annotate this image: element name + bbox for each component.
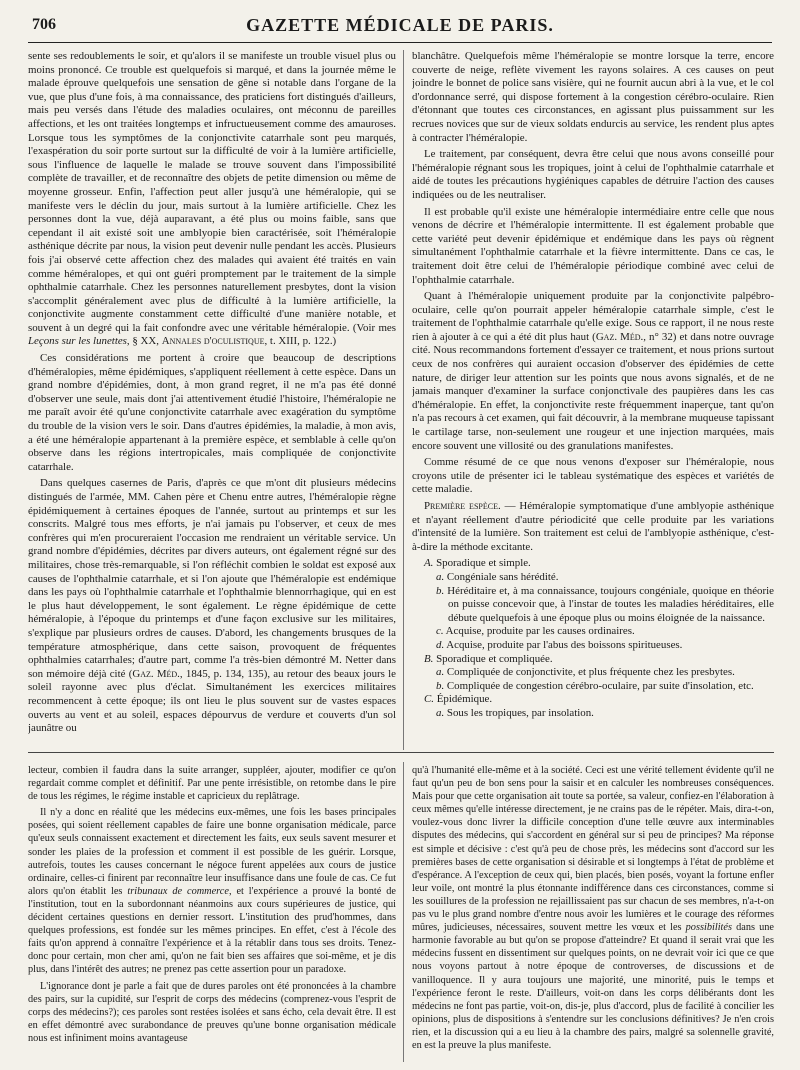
paragraph: sente ses redoublements le soir, et qu'alors il se manifeste un trouble visuel plus ou moins prononcé. Ce trouble est quelquefois si marqué, et dans la journée même le malade éprouve quelquefois une sensation de gêne si notable dans l'organe de la vue, que plus d'une fois, à ma connaissance, des praticiens fort distingués d'ailleurs, mais peu versés dans l'étude des maladies oculaires, ont méconnu de pareilles affections, et les ont traitées longtemps et infructueusement comme des amauroses. Lorsque tous les symptômes de la conjonctivite catarrhale sont peu marqués, l'exaspération du soir porte surtout sur la difficulté de voir à la lumière artificielle, sous l'influence de laquelle le malade se trouve souvent dans l'impossibilité complète de travailler, et de reconnaître des objets de petite dimension ou même de moyenne grosseur. Enfin, l'affection peut aller jusqu'à une héméralopie, qui se manifeste vers le déclin du jour, mais surtout à la lumière artificielle. Chez les personnes dont la vue, déjà auparavant, a été plus ou moins faible, sans que cependant il ait existé soit une amblyopie bien caractérisée, soit l'héméralopie asthénique décrite par nous, la vision peut devenir nulle pendant les accès. Plusieurs fois j'ai observé cette affection chez des malades qui avaient été traités en vain comme héméralopes, et qui ont guéri promptement par le traitement de la simple ophthalmie catarrhale. Chez les personnes naturellement presbytes, dont la vision s'accomplit généralement avec plus de difficulté à la lumière artificielle, la conjonctivite augmente constamment cette difficulté d'une manière notable, et souvent à un degré qui la fait confondre avec une véritable héméralopie. (Voir mes Leçons sur les lunettes, § XX, Annales d'oculistique, t. XIII, p. 122.) [28, 50, 396, 348]
item-text: Sporadique et compliquée. [433, 652, 553, 665]
item-text: Sous les tropiques, par insolation. [444, 706, 594, 719]
paragraph: lecteur, combien il faudra dans la suite arranger, suppléer, ajouter, modifier ce qu'on regardait comme complet et définitif. Par une pente irrésistible, on retombe dans le pire de tous les régimes, le régime instable et capricieux du replâtrage. [28, 765, 396, 803]
paragraph: Il n'y a donc en réalité que les médecins eux-mêmes, une fois les bases principales posées, qui soient réellement capables de faire une bonne organisation médicale, parce qu'eux seuls connaissent exactement et directement les faits, eux seuls savent mesurer et sonder les plaies de la profession et comment il est possible de les guérir. Lorsque, autrefois, toutes les causes concernant le négoce furent appelées aux cours de justice ordinaire, celles-ci finirent par reconnaître leur insuffisance dans une foule de cas. Ce fut alors qu'on établit les tribunaux de commerce, et l'expérience a prouvé la bonté de l'institution, tout en la subordonnant néanmoins aux cours supérieures de justice, qui décident certaines questions en dernier ressort. L'institution des prud'hommes, dans quelques professions, est fondée sur les mêmes principes. En effet, c'est à l'école des faits qu'on apprend à connaître l'expérience et à la rétablir dans tous ses droits. Tenez-donc pour certain, mon cher ami, qu'on ne fait bien ses affaires que soi-même, et je dis plus, dans l'intérêt des autres; ne prenez pas cette assertion pour un paradoxe. [28, 807, 396, 976]
classification-item [424, 639, 774, 653]
classification-item [412, 653, 774, 667]
item-key: b. [436, 679, 445, 692]
classification-list [412, 557, 774, 720]
classification-item [424, 666, 774, 680]
item-key: b. [436, 584, 445, 597]
classification-item [412, 557, 774, 571]
item-text: Congéniale sans hérédité. [444, 570, 559, 583]
section-lead: Première espèce. [424, 500, 501, 512]
paragraph: Comme résumé de ce que nous venons d'exposer sur l'héméralopie, nous croyons utile de présenter ici le tableau systématique des espèces et variétés de cette maladie. [412, 456, 774, 496]
journal-title: GAZETTE MÉDICALE DE PARIS. [246, 15, 554, 35]
page-header [28, 14, 772, 43]
paragraph: blanchâtre. Quelquefois même l'héméralopie se montre lorsque la terre, encore couverte de neige, reflète vivement les rayons solaires. A ces causes on peut joindre le bonnet de police sans visière, qui ne fournit aucun abri à la vue, et le col d'ordonnance serré, qui dispose fortement à la congestion cérébro-oculaire. Rien d'étonnant que toutes ces circonstances, en agissant plus puissamment sur les recrues novices que sur de vieux soldats endurcis au service, les rendent plus aptes à contracter l'héméralopie. [412, 50, 774, 144]
item-text: Héréditaire et, à ma connaissance, toujours congéniale, quoique en théorie on puisse concevoir que, à l'instar de toutes les maladies héréditaires, elle débute quelquefois à une époque plus ou moins éloignée de la naissance. [444, 584, 774, 624]
paragraph: qu'à l'humanité elle-même et à la société. Ceci est une vérité tellement évidente qu'il ne faut qu'un peu de bon sens pour la saisir et en calculer les nombreuses conséquences. Mais pour que cette organisation ait toute sa portée, sa valeur, confiez-en l'élaboration à ceux mêmes qu'elle intéresse directement, je ne crains pas de le répéter. Mais, dira-t-on, voulez-vous donc livrer la difficile conception d'une telle œuvre aux interminables disputes des médecins, qui s'accordent en général sur si peu de principes? Ma réponse est simple et décisive : c'est qu'à peu de chose près, les médecins sont d'accord sur les premières bases de cette organisation si désirable et si longtemps à l'état de problème et d'espérance. A l'exception de ceux qui, bien placés, bien posés, voyant la fortune enfler leur voile, ont montré la plus étonnante indifférence dans ces circonstances, comme si les souillures de la profession ne rejaillissaient pas sur chacun de ses membres, n'a-t-on pas vu le plus grand nombre d'entre nous avoir les lumières et le courage des réformes mûres, judicieuses, nécessaires, souvent mettre les vœux et les possibilités dans une harmonie favorable au but qu'on se propose d'atteindre? Et quand il serait vrai que les médecins fussent en dissentiment sur quelques points, on ne devrait voir ici que ce que nous voyons partout à notre époque de controverses, de discussions et de vanilloquence. Il y aura toujours une majorité, une minorité, puis le temps et l'expérience feront le reste. D'ailleurs, voit-on dans les corps délibérants dont les médecins ne font pas partie, voit-on, dis-je, plus d'accord, plus de facilité à concilier les opinions, plus de dispositions à s'entendre sur les conclusions définitives? Je n'en crois rien, et la discussion qui a eu lieu à la chambre des pairs, malgré sa solennelle gravité, en est la preuve la plus manifeste. [412, 765, 774, 1051]
classification-item [412, 693, 774, 707]
column-divider [403, 50, 404, 750]
top-left-column [28, 50, 396, 745]
column-divider [403, 762, 404, 1062]
item-text: Compliquée de congestion cérébro-oculaire, par suite d'insolation, etc. [444, 679, 754, 692]
item-key: c. [436, 625, 444, 638]
item-text: Compliquée de conjonctivite, et plus fréquente chez les presbytes. [444, 666, 735, 679]
bottom-right-column [412, 764, 774, 1060]
reference-journal: Gaz. Méd. [132, 667, 180, 680]
item-key: a. [436, 706, 445, 719]
item-key: a. [436, 666, 445, 679]
reference-journal: Annales d'oculistique [161, 335, 265, 348]
paragraph: Le traitement, par conséquent, devra être celui que nous avons conseillé pour l'héméralopie régnant sous les tropiques, joint à celui de l'ophthalmie catarrhale et aidé de toutes les précautions hygiéniques capables de détruire l'action des causes indiquées ou de les neutraliser. [412, 148, 774, 201]
item-key: d. [436, 638, 445, 651]
item-text: Acquise, produite par les causes ordinaires. [443, 625, 635, 638]
reference-journal: Gaz. Méd. [595, 330, 644, 343]
classification-item [424, 680, 774, 694]
item-key: B. [424, 652, 434, 665]
paragraph: Il est probable qu'il existe une héméralopie intermédiaire entre celle que nous venons de décrire et l'héméralopie intermittente. Il est également probable que cette variété peut devenir épidémique et endémique dans les pays où règnent simultanément l'ophthalmie catarrhale et la fièvre intermittente. Dans ce cas, le traitement doit être celui de l'héméralopie périodique combiné avec celui de l'ophthalmie catarrhale. [412, 205, 774, 286]
italic-term: possibilités [685, 922, 732, 934]
item-text: Épidémique. [434, 693, 493, 706]
item-text: Acquise, produite par l'abus des boissons spiritueuses. [444, 638, 683, 651]
paragraph: Dans quelques casernes de Paris, d'après ce que m'ont dit plusieurs médecins distingués de l'armée, MM. Cahen père et Chenu entre autres, l'héméralopie règne épidémiquement à certaines époques de l'année, surtout au printemps et sur les conscrits. Malgré tous mes efforts, je n'ai jamais pu l'observer, et ceux de mes confrères qui m'en procureraient l'occasion me rendraient un véritable service. Un grand nombre d'épidémies, décrites par divers auteurs, ont également régné sur des militaires, chose très-remarquable, si l'on réfléchit combien le soldat est exposé aux causes de l'ophthalmie catarrhale, et si l'on ajoute que l'héméralopie est endémique dans les pays où l'ophthalmie catarrhale et l'ophthalmie blennorrhagique, qui en est le plus haut développement, le sont également. Le règne épidémique de cette héméralopie, à l'époque du printemps et d'une façon exclusive sur les militaires, s'explique par plusieurs ordres de causes. D'abord, les changements brusques de la température atmosphérique, dans cette saison, provoquent de fréquentes ophthalmies catarrhales; d'autre part, comme l'a très-bien démontré M. Netter dans son mémoire déjà cité (Gaz. Méd., 1845, p. 134, 135), au retour des beaux jours le soleil rayonne avec plus d'éclat. Simultanément les exercices militaires recommencent à cette époque; ils ont lieu le plus souvent sur de vastes espaces ouverts au vent et au soleil, espaces dépourvus de verdure et couverts d'un sol jaunâtre ou [28, 477, 396, 735]
paragraph: L'ignorance dont je parle a fait que de dures paroles ont été prononcées à la chambre des pairs, sur la cupidité, sur l'esprit de corps des médecins (comprenez-vous l'esprit de corps des médecins?); ces paroles sont restées isolées et sans écho, cela devait être. Il est en effet démontré avec surabondance de preuves qu'une bonne organisation médicale nous est infiniment moins avantageuse [28, 980, 396, 1044]
item-text: Sporadique et simple. [433, 557, 531, 570]
item-key: a. [436, 570, 445, 583]
item-key: A. [424, 557, 434, 570]
paragraph: Ces considérations me portent à croire que beaucoup de descriptions d'héméralopies, même épidémiques, s'appliquent réellement à cette espèce. Dans un grand nombre d'épidémies, dont, à mon grand regret, il ne m'a pas été donné d'observer une seule, mais dont j'ai attentivement étudié l'histoire, l'héméralopie ne me paraît avoir été qu'une conjonctivite catarrhale avec exagération du symptôme du trouble de la vision vers le soir. Dans d'autres épidémies, la maladie, à mon avis, a été une héméralopie appartenant à la première espèce, et semblable à celle qu'on observe dans les régions intertropicales, mais compliquée de conjonctivite catarrhale. [28, 352, 396, 473]
reference-title: Leçons sur les lunettes [28, 335, 127, 348]
italic-term: tribunaux de commerce [127, 885, 229, 897]
page-number: 706 [32, 16, 56, 33]
classification-item [424, 585, 774, 626]
bottom-left-column [28, 764, 396, 1060]
top-right-column [412, 50, 774, 745]
section-divider [28, 752, 774, 753]
item-key: C. [424, 693, 434, 706]
paragraph: Quant à l'héméralopie uniquement produite par la conjonctivite palpébro-oculaire, celle qu'on pourrait appeler héméralopie catarrhale simple, c'est le traitement de l'ophthalmie catarrhale qu'elle exige. Sous ce rapport, il ne nous reste rien à ajouter à ce qui a été dit plus haut (Gaz. Méd., n° 32) et dans notre ouvrage cité. Nous recommandons fortement d'essayer ce traitement, et nous prions surtout ceux de nos confrères qui auraient occasion d'observer des épidémies de cette nature, de diriger leur attention sur les points que nous avons signalés, et de ne jamais manquer d'examiner la surface conjonctivale des paupières dans les cas d'héméralopie. En effet, la conjonctivite reste fréquemment inaperçue, tant qu'on n'a pas recours à cet examen, qui fait découvrir, à la membrane muqueuse tapissant le cartilage tarse, non-seulement une rougeur et une injection marquées, mais encore souvent une villosité ou des granulations manifestes. [412, 290, 774, 452]
paragraph: Première espèce. — Héméralopie symptomatique d'une amblyopie asthénique et n'ayant réellement d'autre périodicité que celle produite par les variations d'intensité de la lumière. Son traitement est celui de l'amblyopie asthénique, c'est-à-dire la méthode excitante. [412, 500, 774, 553]
classification-item [424, 625, 774, 639]
classification-item [424, 707, 774, 721]
classification-item [424, 571, 774, 585]
